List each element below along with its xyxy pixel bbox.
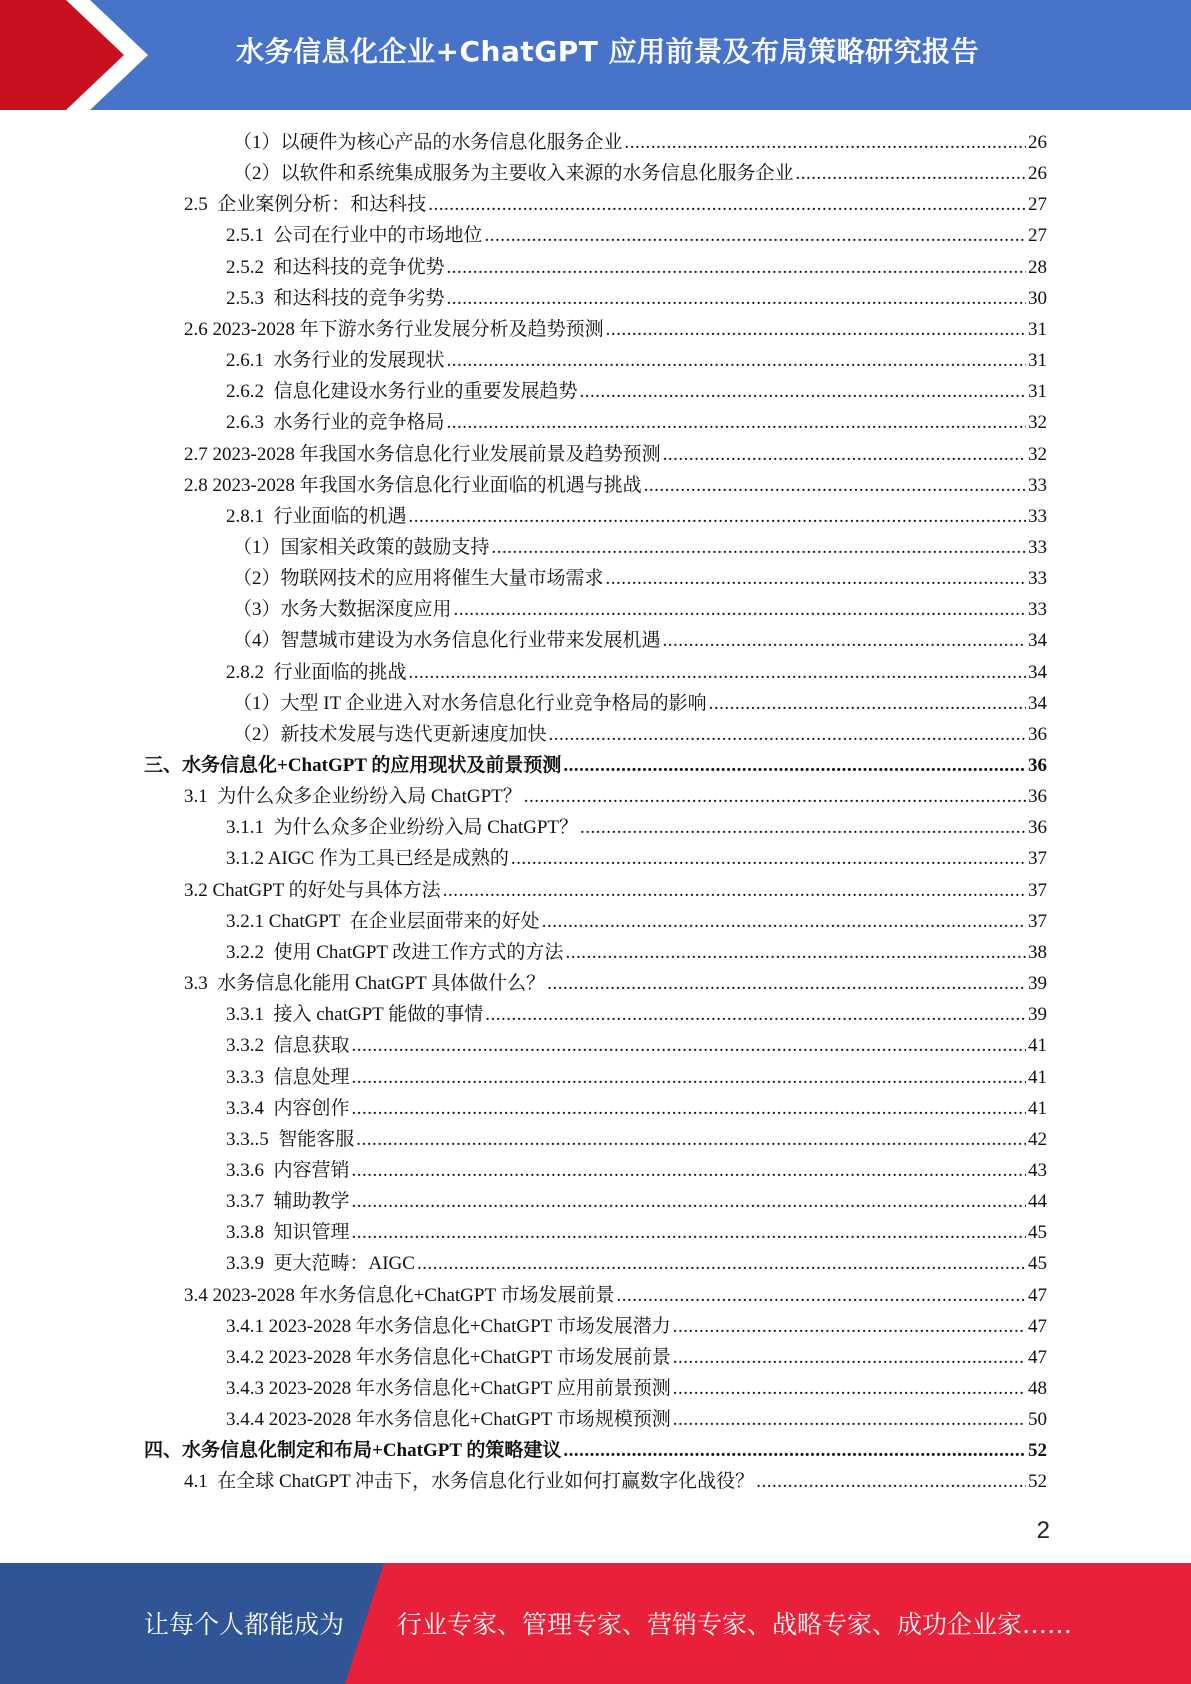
toc-entry-title: 3.4.1 2023-2028 年水务信息化+ChatGPT 市场发展潜力 (226, 1315, 671, 1337)
toc-entry-page: 34 (1028, 630, 1047, 652)
toc-entry-title: 3.1 为什么众多企业纷纷入局 ChatGPT？ (184, 786, 522, 808)
toc-entry-title: 三、水务信息化+ChatGPT 的应用现状及前景预测 (144, 755, 562, 776)
toc-dot-leader (673, 1373, 1026, 1404)
toc-entry-page: 31 (1028, 381, 1047, 403)
toc-entry[interactable] (226, 283, 1047, 314)
toc-entry[interactable] (226, 252, 1047, 283)
toc-entry-page: 31 (1028, 350, 1047, 372)
toc-entry-title: 2.5.1 公司在行业中的市场地位 (226, 225, 483, 247)
toc-entry-page: 47 (1028, 1346, 1047, 1368)
toc-entry[interactable] (184, 470, 1047, 501)
toc-entry[interactable] (233, 127, 1047, 158)
toc-entry-page: 45 (1028, 1253, 1047, 1275)
toc-entry-title: 2.6 2023-2028 年下游水务行业发展分析及趋势预测 (184, 318, 604, 340)
toc-entry-title: 2.8.2 行业面临的挑战 (226, 661, 407, 683)
toc-entry-page: 26 (1028, 132, 1047, 153)
toc-entry-page: 39 (1028, 973, 1047, 995)
toc-entry-title: 3.4.2 2023-2028 年水务信息化+ChatGPT 市场发展前景 (226, 1346, 671, 1368)
report-title: 水务信息化企业+ChatGPT 应用前景及布局策略研究报告 (236, 35, 980, 68)
toc-dot-leader (352, 1217, 1026, 1248)
toc-entry-title: 3.4.4 2023-2028 年水务信息化+ChatGPT 市场规模预测 (226, 1409, 671, 1431)
toc-entry[interactable] (144, 1435, 1047, 1466)
footer-slogan-left: 让每个人都能成为 (144, 1610, 345, 1639)
toc-entry-title: 3.3 水务信息化能用 ChatGPT 具体做什么？ (184, 973, 546, 995)
toc-dot-leader (616, 1280, 1026, 1311)
toc-entry-title: （3）水务大数据深度应用 (233, 599, 452, 621)
toc-entry-title: （1）以硬件为核心产品的水务信息化服务企业 (233, 132, 623, 153)
toc-entry[interactable] (233, 563, 1047, 594)
toc-entry-page: 34 (1028, 692, 1047, 714)
toc-dot-leader (352, 1062, 1026, 1093)
toc-dot-leader (443, 875, 1026, 906)
toc-entry-page: 45 (1028, 1222, 1047, 1244)
toc-entry-page: 50 (1028, 1409, 1047, 1431)
toc-entry-page: 39 (1028, 1004, 1047, 1026)
toc-entry[interactable] (226, 1030, 1047, 1061)
toc-entry-page: 32 (1028, 412, 1047, 434)
toc-dot-leader (580, 376, 1026, 407)
toc-dot-leader (485, 220, 1026, 251)
toc-entry-page: 36 (1028, 755, 1047, 776)
toc-dot-leader (447, 283, 1026, 314)
toc-dot-leader (511, 843, 1026, 874)
toc-entry-title: 3.2.2 使用 ChatGPT 改进工作方式的方法 (226, 941, 564, 963)
toc-entry[interactable] (226, 1404, 1047, 1435)
toc-entry-title: （2）物联网技术的应用将催生大量市场需求 (233, 568, 604, 590)
toc-dot-leader (524, 781, 1026, 812)
toc-entry-title: （1）国家相关政策的鼓励支持 (233, 536, 490, 558)
toc-dot-leader (673, 1404, 1026, 1435)
toc-dot-leader (417, 1248, 1026, 1279)
toc-entry[interactable] (184, 439, 1047, 470)
toc-entry[interactable] (233, 719, 1047, 750)
toc-dot-leader (549, 719, 1026, 750)
toc-entry-page: 42 (1028, 1128, 1047, 1150)
toc-entry-page: 27 (1028, 194, 1047, 216)
toc-dot-leader (796, 158, 1026, 189)
toc-entry[interactable] (226, 843, 1047, 874)
toc-dot-leader (606, 314, 1026, 345)
toc-entry-title: 3.3..5 智能客服 (226, 1128, 355, 1150)
toc-entry[interactable] (233, 688, 1047, 719)
toc-dot-leader (547, 968, 1026, 999)
toc-dot-leader (409, 657, 1026, 688)
toc-dot-leader (580, 812, 1026, 843)
toc-entry-title: 3.2 ChatGPT 的好处与具体方法 (184, 879, 441, 901)
toc-dot-leader (709, 688, 1026, 719)
toc-dot-leader (565, 937, 1026, 968)
toc-entry[interactable] (226, 1093, 1047, 1124)
page-footer (0, 1563, 1191, 1684)
toc-entry[interactable] (226, 906, 1047, 937)
toc-entry-page: 44 (1028, 1191, 1047, 1213)
toc-dot-leader (454, 594, 1026, 625)
toc-entry[interactable] (226, 407, 1047, 438)
toc-dot-leader (625, 127, 1026, 158)
toc-entry[interactable] (226, 937, 1047, 968)
toc-dot-leader (428, 189, 1026, 220)
toc-entry-page: 47 (1028, 1315, 1047, 1337)
toc-entry-title: 3.3.6 内容营销 (226, 1159, 350, 1181)
toc-entry[interactable] (226, 1062, 1047, 1093)
toc-entry-page: 33 (1028, 599, 1047, 621)
toc-entry-page: 31 (1028, 318, 1047, 340)
toc-entry-page: 30 (1028, 287, 1047, 309)
toc-entry-page: 27 (1028, 225, 1047, 247)
toc-dot-leader (663, 625, 1026, 656)
toc-entry-title: 2.5.3 和达科技的竞争劣势 (226, 287, 445, 309)
toc-entry-title: （2）以软件和系统集成服务为主要收入来源的水务信息化服务企业 (233, 163, 794, 185)
toc-entry-page: 37 (1028, 910, 1047, 932)
toc-entry-page: 33 (1028, 536, 1047, 558)
toc-entry-title: 3.1.1 为什么众多企业纷纷入局 ChatGPT？ (226, 817, 579, 839)
toc-entry[interactable] (226, 345, 1047, 376)
toc-entry-title: 2.8 2023-2028 年我国水务信息化行业面临的机遇与挑战 (184, 474, 642, 496)
toc-entry-page: 34 (1028, 661, 1047, 683)
toc-entry-page: 41 (1028, 1097, 1047, 1119)
toc-entry[interactable] (226, 376, 1047, 407)
toc-entry-title: 4.1 在全球 ChatGPT 冲击下，水务信息化行业如何打赢数字化战役？ (184, 1471, 755, 1493)
toc-entry[interactable] (233, 594, 1047, 625)
toc-entry[interactable] (226, 1186, 1047, 1217)
toc-entry[interactable] (226, 501, 1047, 532)
toc-entry-title: 3.3.3 信息处理 (226, 1066, 350, 1088)
toc-entry[interactable] (226, 1155, 1047, 1186)
toc-dot-leader (644, 470, 1026, 501)
toc-dot-leader (673, 1311, 1026, 1342)
toc-entry[interactable] (226, 1217, 1047, 1248)
toc-dot-leader (563, 1435, 1026, 1466)
footer-slogan-right: 行业专家、管理专家、营销专家、战略专家、成功企业家…… (397, 1610, 1073, 1639)
toc-entry-page: 43 (1028, 1159, 1047, 1181)
toc-entry-page: 37 (1028, 848, 1047, 870)
toc-entry[interactable] (226, 1342, 1047, 1373)
toc-dot-leader (352, 1155, 1026, 1186)
toc-dot-leader (447, 252, 1026, 283)
toc-entry-title: （2）新技术发展与迭代更新速度加快 (233, 723, 547, 745)
toc-entry-title: 2.7 2023-2028 年我国水务信息化行业发展前景及趋势预测 (184, 443, 661, 465)
page-number: 2 (1036, 1517, 1050, 1544)
toc-entry-page: 33 (1028, 568, 1047, 590)
toc-dot-leader (606, 563, 1026, 594)
toc-entry-title: （1）大型 IT 企业进入对水务信息化行业竞争格局的影响 (233, 692, 707, 714)
toc-entry-page: 36 (1028, 723, 1047, 745)
toc-entry-page: 26 (1028, 163, 1047, 185)
toc-entry-title: 3.3.7 辅助教学 (226, 1191, 350, 1213)
toc-entry-page: 41 (1028, 1066, 1047, 1088)
toc-entry-title: 2.6.1 水务行业的发展现状 (226, 350, 445, 372)
toc-entry-title: 3.3.1 接入 chatGPT 能做的事情 (226, 1004, 484, 1026)
toc-dot-leader (409, 501, 1026, 532)
toc-dot-leader (352, 1030, 1026, 1061)
toc-entry-title: 2.6.2 信息化建设水务行业的重要发展趋势 (226, 381, 578, 403)
toc-entry-page: 52 (1028, 1440, 1047, 1462)
toc-entry-title: 3.4.3 2023-2028 年水务信息化+ChatGPT 应用前景预测 (226, 1378, 671, 1399)
toc-entry-title: 2.6.3 水务行业的竞争格局 (226, 412, 445, 434)
toc-dot-leader (492, 532, 1026, 563)
toc-dot-leader (352, 1093, 1026, 1124)
toc-entry-page: 32 (1028, 443, 1047, 465)
toc-entry[interactable] (226, 1124, 1047, 1155)
toc-dot-leader (485, 999, 1026, 1030)
toc-dot-leader (447, 345, 1026, 376)
toc-entry[interactable] (184, 968, 1047, 999)
toc-entry[interactable] (226, 1311, 1047, 1342)
toc-entry[interactable] (233, 158, 1047, 189)
toc-dot-leader (352, 1186, 1026, 1217)
toc-entry-title: 3.3.2 信息获取 (226, 1035, 350, 1057)
toc-entry[interactable] (226, 1248, 1047, 1279)
toc-entry-page: 37 (1028, 879, 1047, 901)
toc-entry-page: 52 (1028, 1471, 1047, 1493)
toc-entry[interactable] (226, 657, 1047, 688)
toc-entry-title: 3.4 2023-2028 年水务信息化+ChatGPT 市场发展前景 (184, 1284, 615, 1306)
toc-entry-title: 3.1.2 AIGC 作为工具已经是成熟的 (226, 848, 509, 870)
toc-dot-leader (756, 1466, 1026, 1497)
toc-entry[interactable] (184, 1280, 1047, 1311)
header-red-wedge (0, 0, 150, 110)
toc-entry[interactable] (184, 189, 1047, 220)
toc-entry[interactable] (184, 1466, 1047, 1497)
toc-entry-page: 36 (1028, 786, 1047, 808)
toc-entry[interactable] (226, 999, 1047, 1030)
toc-dot-leader (447, 407, 1026, 438)
toc-entry-page: 28 (1028, 256, 1047, 278)
toc-entry-title: 3.2.1 ChatGPT 在企业层面带来的好处 (226, 910, 540, 932)
toc-entry[interactable] (233, 532, 1047, 563)
toc-entry[interactable] (233, 625, 1047, 656)
page-header (0, 0, 1191, 110)
toc-entry[interactable] (184, 781, 1047, 812)
toc-entry-page: 38 (1028, 941, 1047, 963)
toc-entry-title: 3.3.8 知识管理 (226, 1222, 350, 1244)
toc-entry[interactable] (184, 875, 1047, 906)
toc-entry[interactable] (226, 812, 1047, 843)
toc-entry-page: 33 (1028, 474, 1047, 496)
toc-entry[interactable] (226, 220, 1047, 251)
toc-entry-page: 47 (1028, 1284, 1047, 1306)
toc-entry-page: 48 (1028, 1378, 1047, 1399)
toc-entry-title: （4）智慧城市建设为水务信息化行业带来发展机遇 (233, 630, 661, 652)
toc-dot-leader (356, 1124, 1026, 1155)
toc-dot-leader (663, 439, 1026, 470)
toc-entry-page: 33 (1028, 505, 1047, 527)
toc-entry-title: 3.3.4 内容创作 (226, 1097, 350, 1119)
toc-dot-leader (542, 906, 1026, 937)
toc-entry-title: 四、水务信息化制定和布局+ChatGPT 的策略建议 (144, 1440, 562, 1462)
toc-entry[interactable] (226, 1373, 1047, 1404)
toc-entry-page: 41 (1028, 1035, 1047, 1057)
toc-entry-title: 2.8.1 行业面临的机遇 (226, 505, 407, 527)
toc-entry-title: 2.5 企业案例分析：和达科技 (184, 194, 427, 216)
toc-entry-title: 2.5.2 和达科技的竞争优势 (226, 256, 445, 278)
toc-dot-leader (673, 1342, 1026, 1373)
toc-dot-leader (563, 750, 1026, 781)
toc-entry-title: 3.3.9 更大范畴：AIGC (226, 1253, 415, 1275)
toc-entry[interactable] (184, 314, 1047, 345)
toc-entry[interactable] (144, 750, 1047, 781)
toc-entry-page: 36 (1028, 817, 1047, 839)
